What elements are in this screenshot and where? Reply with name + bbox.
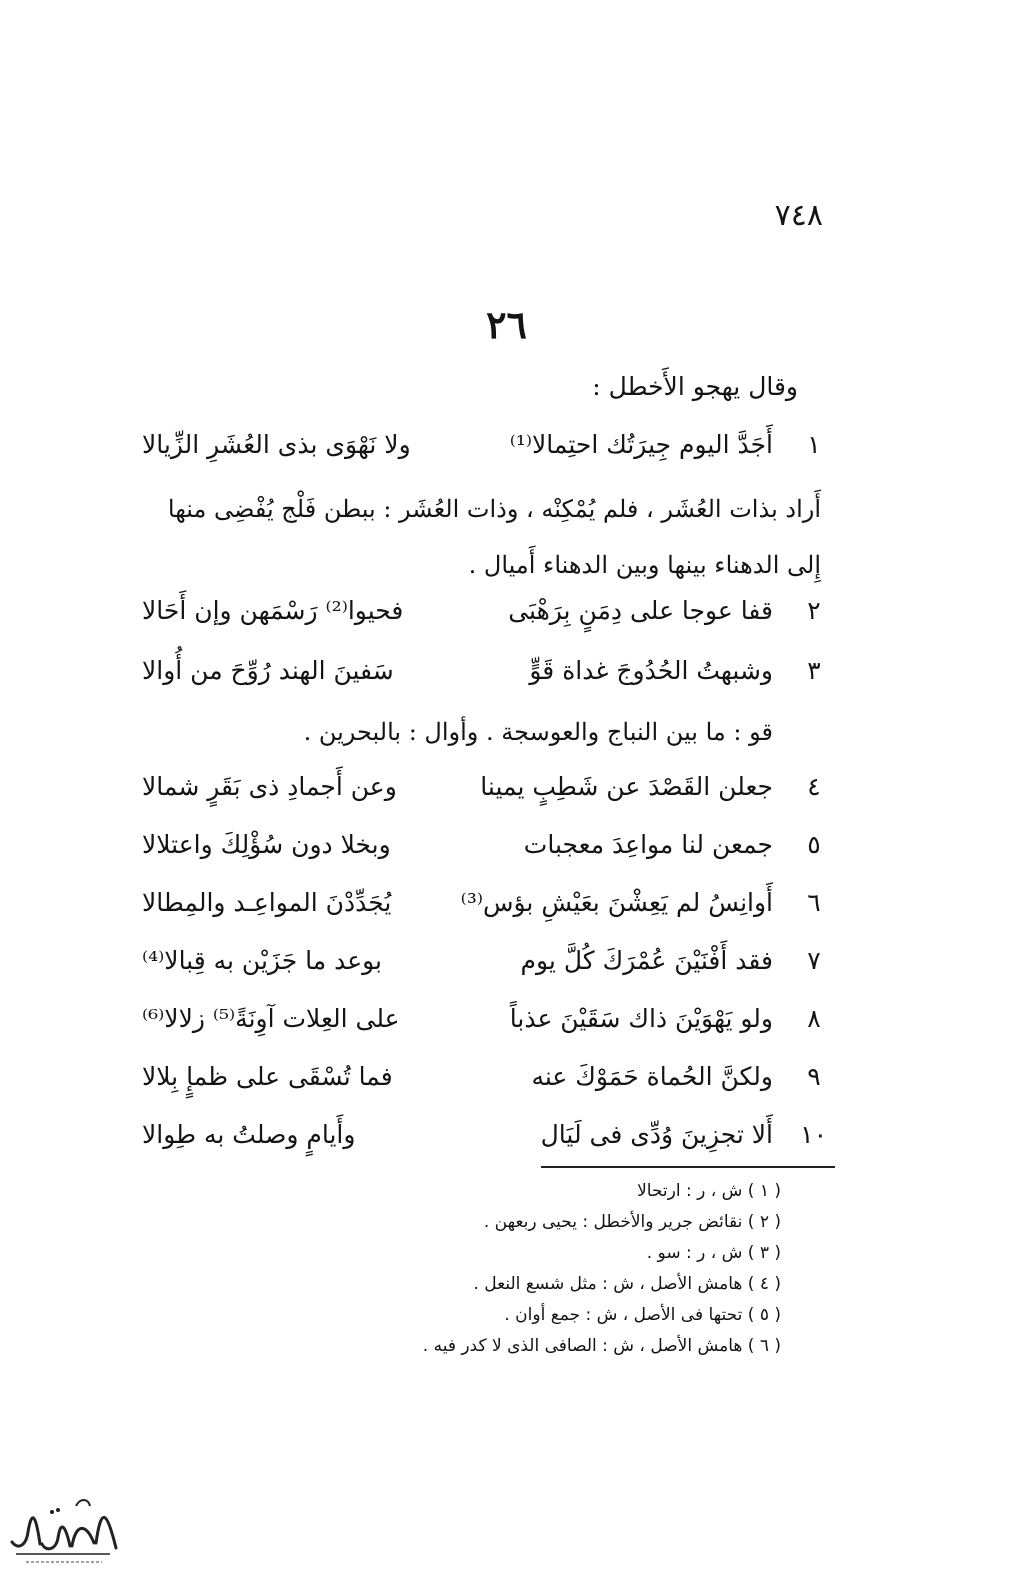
verse-line xyxy=(142,656,821,706)
footnote: ( ٦ ) هامش الأصل ، ش : الصافى الذى لا كدر فيه . xyxy=(422,1336,781,1356)
commentary-line: أَراد بذات العُشَر ، فلم يُمْكِنْه ، وذات العُشَر : ببطن فَلْج يُفْضِى منها xyxy=(167,495,821,523)
verse-second-hemistich: وبخلا دون سُؤْلِكَ واعتلالا xyxy=(142,830,391,859)
verse-second-hemistich: فحيوا⁽²⁾ رَسْمَهن وإن أَحَالا xyxy=(142,596,404,625)
verse-first-hemistich: أَوانِسُ لم يَعِشْنَ بعَيْشِ بؤس⁽³⁾ xyxy=(460,888,773,917)
verse-second-hemistich: فما تُسْقَى على ظمإٍ بِلالا xyxy=(142,1062,393,1091)
verse-first-hemistich: جعلن القَصْدَ عن شَطِبٍ يمينا xyxy=(480,772,773,801)
page-number: ٧٤٨ xyxy=(774,198,823,233)
verse-number: ١٠ xyxy=(800,1120,827,1149)
footnotes xyxy=(423,1176,781,1362)
verse-number: ٢ xyxy=(807,596,821,625)
verse-line xyxy=(142,1004,821,1054)
verse-number: ١ xyxy=(807,430,821,459)
verse-first-hemistich: وشبهتُ الحُدُوجَ غداة قَوٍّ xyxy=(529,656,773,685)
verse-number: ٥ xyxy=(807,830,821,859)
verse-first-hemistich: فقد أَفْنَيْنَ عُمْرَكَ كُلَّ يوم xyxy=(520,946,773,975)
footnote-divider xyxy=(541,1166,835,1168)
verse-line xyxy=(142,830,821,880)
verse-second-hemistich: على العِلات آوِنَةً⁽⁵⁾ زلالا⁽⁶⁾ xyxy=(142,1004,400,1033)
verse-second-hemistich: يُجَدِّدْنَ المواعِـد والمِطالا xyxy=(142,888,392,917)
verse-second-hemistich: وأَيامٍ وصلتُ به طِوالا xyxy=(142,1120,356,1149)
footnote: ( ٤ ) هامش الأصل ، ش : مثل شسع النعل . xyxy=(473,1274,781,1294)
verse-number: ٤ xyxy=(807,772,821,801)
verse-number: ٨ xyxy=(807,1004,821,1033)
verse-number: ٧ xyxy=(807,946,821,975)
footnote: ( ١ ) ش ، ر : ارتحالا xyxy=(637,1181,781,1201)
footnote: ( ٢ ) نقائض جرير والأخطل : يحيى ربعهن . xyxy=(483,1212,781,1232)
verse-second-hemistich: ولا نَهْوَى بذى العُشَرِ الزِّيالا xyxy=(142,430,411,459)
poem-intro: وقال يهجو الأَخطل : xyxy=(592,372,798,401)
verse-first-hemistich: أَجَدَّ اليوم جِيرَتُك احتِمالا⁽¹⁾ xyxy=(509,430,773,459)
poem-number: ٢٦ xyxy=(486,302,527,347)
verse-line xyxy=(142,772,821,822)
verse-line xyxy=(142,1062,821,1112)
verse-line xyxy=(142,1120,827,1170)
verse-line xyxy=(142,596,821,646)
calligraphy-logo xyxy=(6,1488,126,1568)
verse-first-hemistich: قفا عوجا على دِمَنٍ بِرَهْبَى xyxy=(508,596,773,625)
verse-number: ٩ xyxy=(807,1062,821,1091)
footnote: ( ٥ ) تحتها فى الأصل ، ش : جمع أوان . xyxy=(504,1305,781,1325)
footnote: ( ٣ ) ش ، ر : سو . xyxy=(646,1243,781,1263)
commentary-line: إِلى الدهناء بينها وبين الدهناء أَميال . xyxy=(468,551,821,579)
verse-first-hemistich: ولكنَّ الحُماة حَمَوْكَ عنه xyxy=(531,1062,773,1091)
verse-first-hemistich: أَلا تجزِينَ وُدِّى فى لَيَال xyxy=(540,1120,773,1149)
verse-line xyxy=(142,946,821,996)
verse-second-hemistich: سَفينَ الهند رُوِّحَ من أُوالا xyxy=(142,656,394,685)
verse-second-hemistich: بوعد ما جَزَيْن به قِبالا⁽⁴⁾ xyxy=(142,946,382,975)
commentary-line: قو : ما بين النباج والعوسجة . وأوال : بالبحرين . xyxy=(303,718,773,746)
verse-line xyxy=(142,430,821,480)
verse-number: ٦ xyxy=(807,888,821,917)
verse-first-hemistich: جمعن لنا مواعِدَ معجبات xyxy=(523,830,773,859)
verse-line xyxy=(142,888,821,938)
verse-second-hemistich: وعن أَجمادِ ذى بَقَرٍ شمالا xyxy=(142,772,397,801)
verse-number: ٣ xyxy=(807,656,821,685)
verse-first-hemistich: ولو يَهْوَيْنَ ذاك سَقَيْنَ عذباً xyxy=(509,1004,773,1033)
